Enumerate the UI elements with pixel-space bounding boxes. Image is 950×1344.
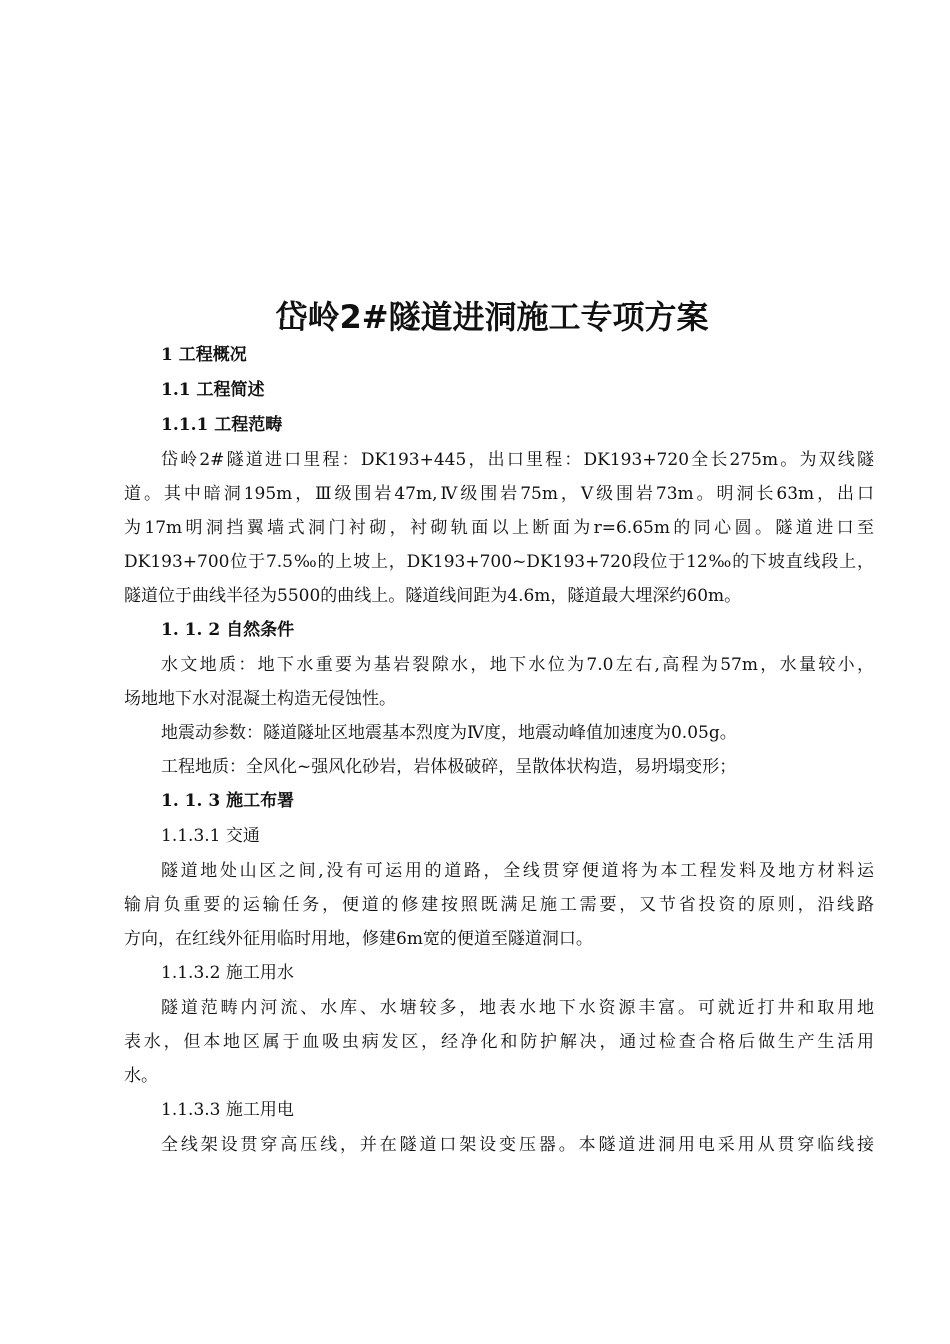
text-line: 方向，在红线外征用临时用地，修建6m宽的便道至隧道洞口。 [124,929,593,949]
heading-1-1-2: 1. 1. 2 自然条件 [161,620,295,640]
paragraph-project-scope [124,443,874,613]
paragraph-seismic [124,716,874,750]
text-line: 岱岭2#隧道进口里程：DK193+445，出口里程：DK193+720全长275m。为双线隧 [161,450,874,470]
paragraph-hydrogeology [124,648,874,716]
text-line: 输肩负重要的运输任务，便道的修建按照既满足施工需要，又节省投资的原则，沿线路 [124,895,874,915]
text-line: 工程地质：全风化~强风化砂岩，岩体极破碎，呈散体状构造，易坍塌变形； [161,757,737,777]
text-line: 场地地下水对混凝土构造无侵蚀性。 [124,689,396,709]
text-line: 隧道地处山区之间,没有可运用的道路，全线贯穿便道将为本工程发料及地方材料运 [161,861,874,881]
subheading-power: 1.1.3.3 施工用电 [161,1100,294,1120]
paragraph-power [124,1128,874,1162]
text-line: 表水，但本地区属于血吸虫病发区，经净化和防护解决，通过检查合格后做生产生活用 [124,1032,874,1052]
text-line: 道。其中暗洞195m，Ⅲ级围岩47m,Ⅳ级围岩75m，Ⅴ级围岩73m。明洞长63m，出口 [124,484,874,504]
text-line: DK193+700位于7.5‰的上坡上，DK193+700~DK193+720段位于12‰的下坡直线段上， [124,552,874,572]
heading-1-1-3: 1. 1. 3 施工布署 [161,791,295,811]
heading-1-1: 1.1 工程简述 [161,380,265,400]
document-body [124,338,874,1162]
paragraph-water [124,991,874,1093]
text-line: 水。 [124,1066,158,1086]
heading-1-1-1: 1.1.1 工程范畴 [161,415,283,435]
subheading-traffic: 1.1.3.1 交通 [161,826,260,846]
text-line: 地震动参数：隧道隧址区地震基本烈度为Ⅳ度，地震动峰值加速度为0.05g。 [161,723,737,743]
subheading-water: 1.1.3.2 施工用水 [161,963,294,983]
document-title: 岱岭2#隧道进洞施工专项方案 [275,298,709,336]
heading-1: 1 工程概况 [161,345,247,365]
text-line: 为17m明洞挡翼墙式洞门衬砌，衬砌轨面以上断面为r=6.65m的同心圆。隧道进口至 [124,518,874,538]
text-line: 隧道范畴内河流、水库、水塘较多，地表水地下水资源丰富。可就近打井和取用地 [161,998,874,1018]
text-line: 隧道位于曲线半径为5500的曲线上。隧道线间距为4.6m，隧道最大埋深约60m。 [124,586,742,606]
paragraph-traffic [124,854,874,956]
paragraph-geology [124,750,874,784]
text-line: 全线架设贯穿高压线，并在隧道口架设变压器。本隧道进洞用电采用从贯穿临线接 [161,1135,874,1155]
text-line: 水文地质：地下水重要为基岩裂隙水，地下水位为7.0左右,高程为57m，水量较小， [161,655,874,675]
